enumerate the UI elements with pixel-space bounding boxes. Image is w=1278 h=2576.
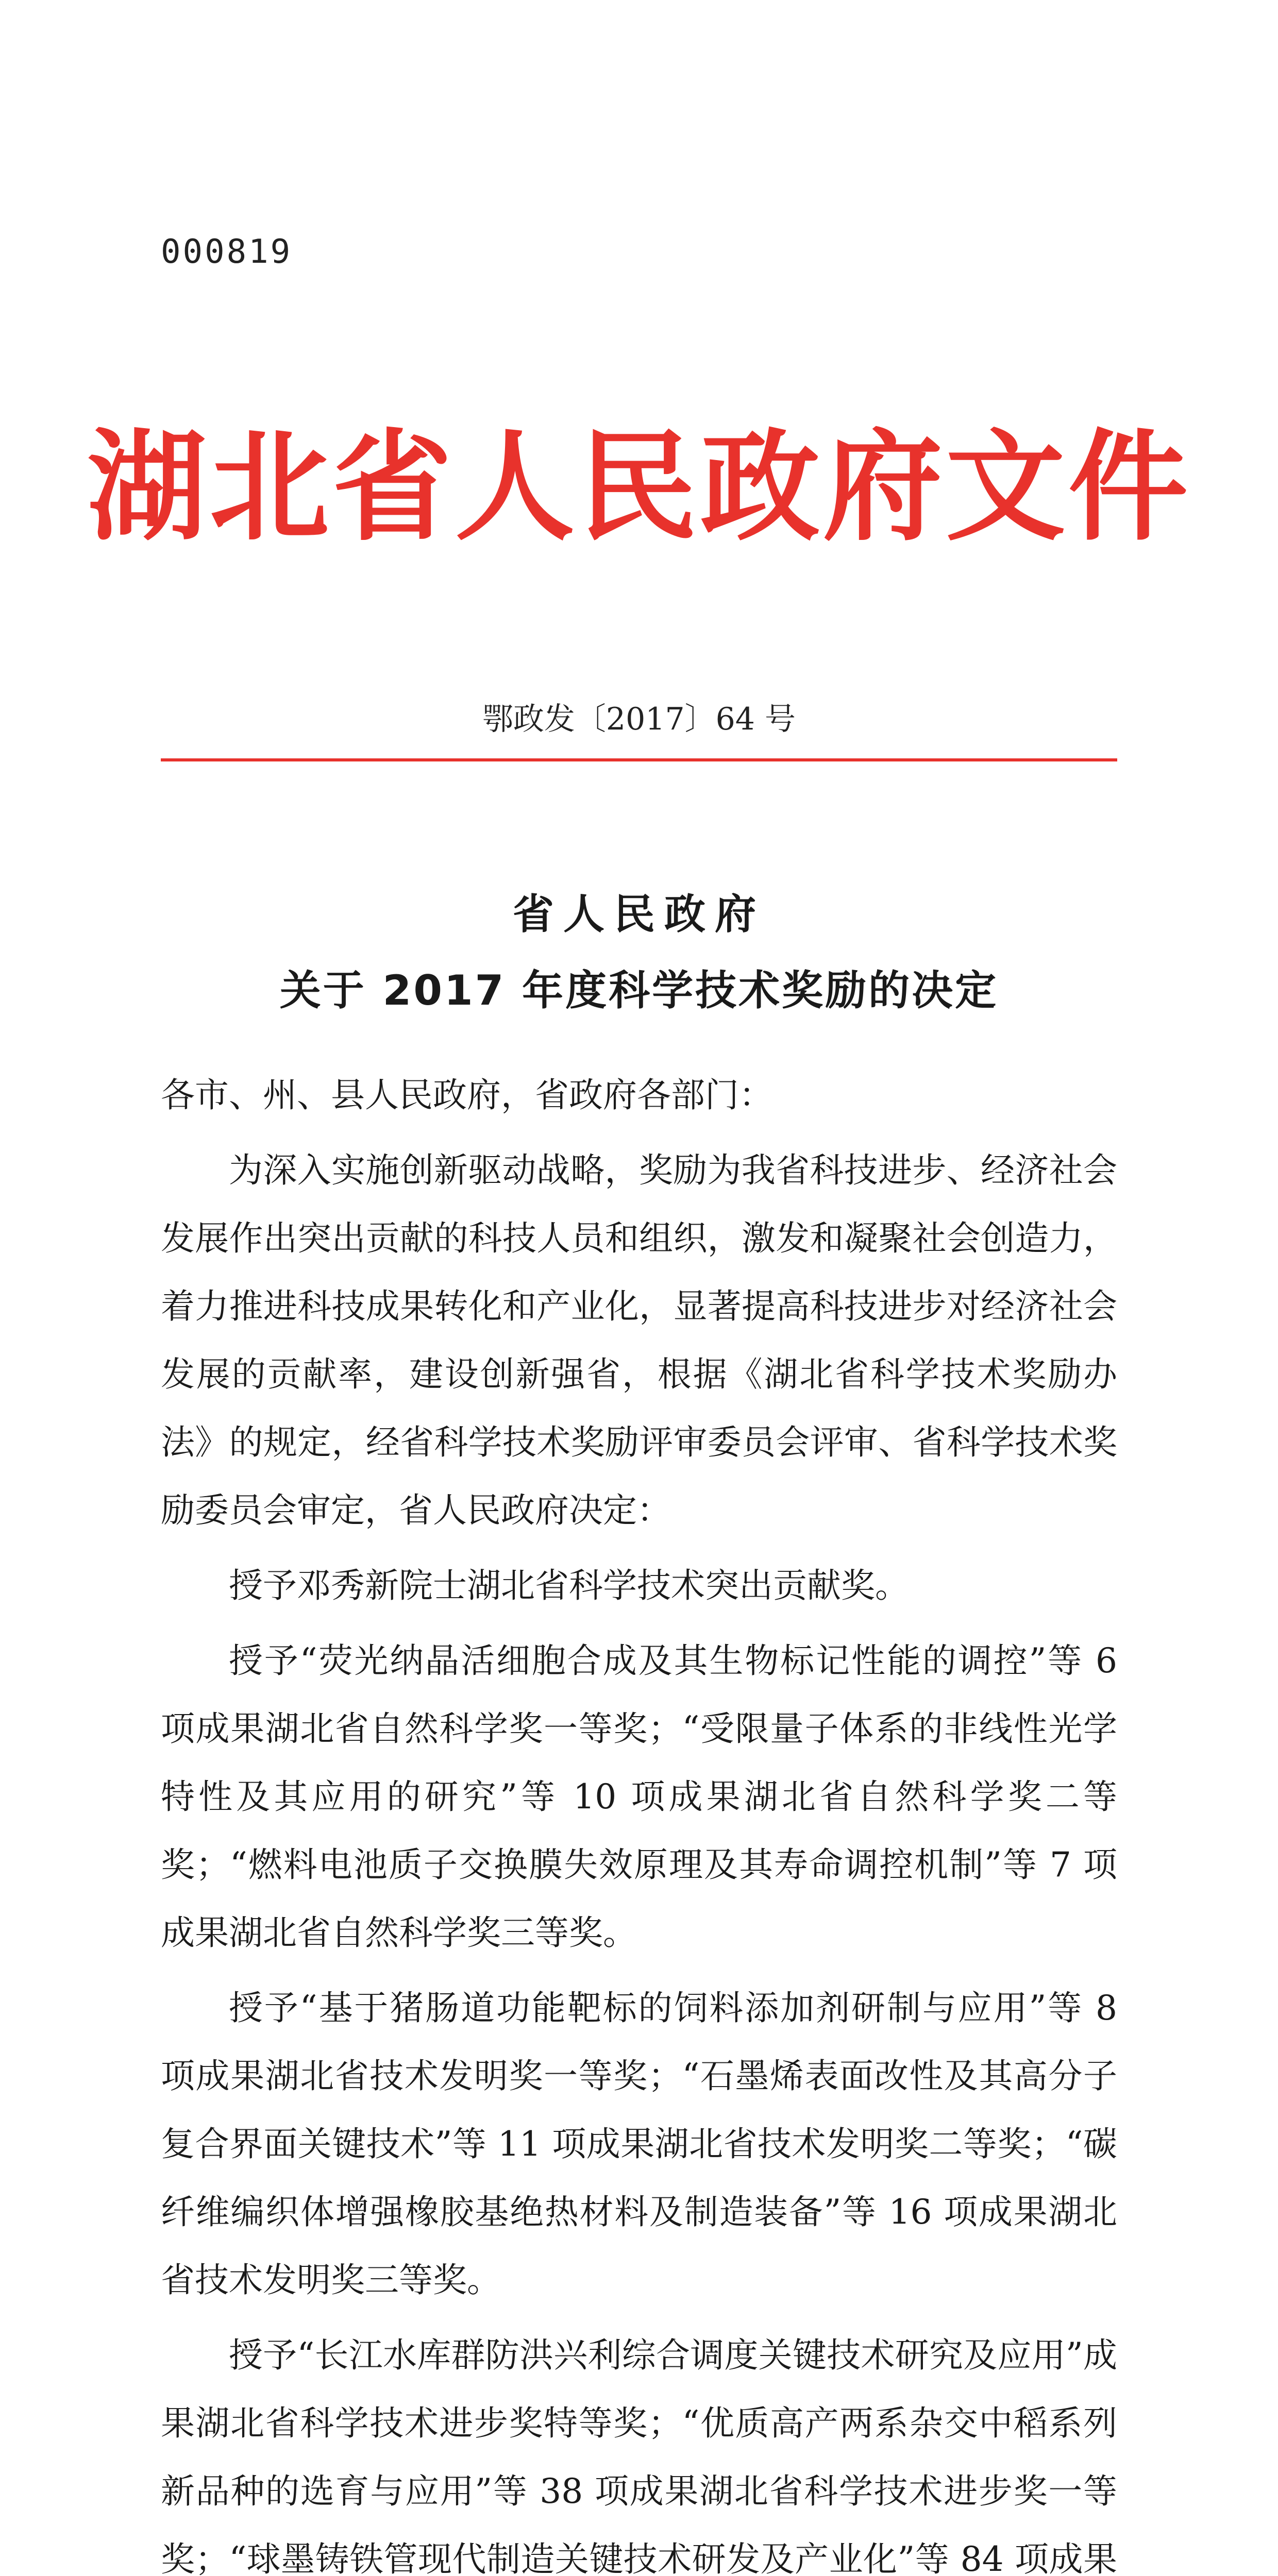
- document-body: [161, 1061, 1117, 2576]
- body-paragraph: 授予邓秀新院士湖北省科学技术突出贡献奖。: [229, 1566, 909, 1605]
- body-paragraph: 授予“基于猪肠道功能靶标的饲料添加剂研制与应用”等 8 项成果湖北省技术发明奖一等奖；“石墨烯表面改性及其高分子复合界面关键技术”等 11 项成果湖北省技术发明奖二等奖；“碳纤维编织体增强橡胶基绝热材料及制造装备”等 16 项成果湖北省技术发明奖三等奖。: [161, 1988, 1117, 2300]
- red-divider-line: [161, 758, 1117, 761]
- body-paragraph: 授予“长江水库群防洪兴利综合调度关键技术研究及应用”成果湖北省科学技术进步奖特等奖；“优质高产两系杂交中稻系列新品种的选育与应用”等 38 项成果湖北省科学技术进步奖一等奖；“球墨铸铁管现代制造关键技术研发及产业化”等 84 项成果: [161, 2335, 1117, 2576]
- body-paragraph: 授予“荧光纳晶活细胞合成及其生物标记性能的调控”等 6 项成果湖北省自然科学奖一等奖；“受限量子体系的非线性光学特性及其应用的研究”等 10 项成果湖北省自然科学奖二等奖；“燃料电池质子交换膜失效原理及其寿命调控机制”等 7 项成果湖北省自然科学奖三等奖。: [161, 1641, 1117, 1953]
- document-title-line-1: 省人民政府: [513, 890, 765, 938]
- body-paragraph: 为深入实施创新驱动战略，奖励为我省科技进步、经济社会发展作出突出贡献的科技人员和组织，激发和凝聚社会创造力，着力推进科技成果转化和产业化，显著提高科技进步对经济社会发展的贡献率，建设创新强省，根据《湖北省科学技术奖励办法》的规定，经省科学技术奖励评审委员会评审、省科学技术奖励委员会审定，省人民政府决定：: [161, 1150, 1117, 1530]
- document-serial-number: 000819: [161, 233, 293, 271]
- issue-number: 鄂政发〔2017〕64 号: [482, 701, 796, 737]
- document-title-line-2: 关于 2017 年度科学技术奖励的决定: [279, 967, 999, 1014]
- salutation: 各市、州、县人民政府，省政府各部门：: [161, 1075, 773, 1115]
- masthead-title: 湖北省人民政府文件: [87, 418, 1191, 557]
